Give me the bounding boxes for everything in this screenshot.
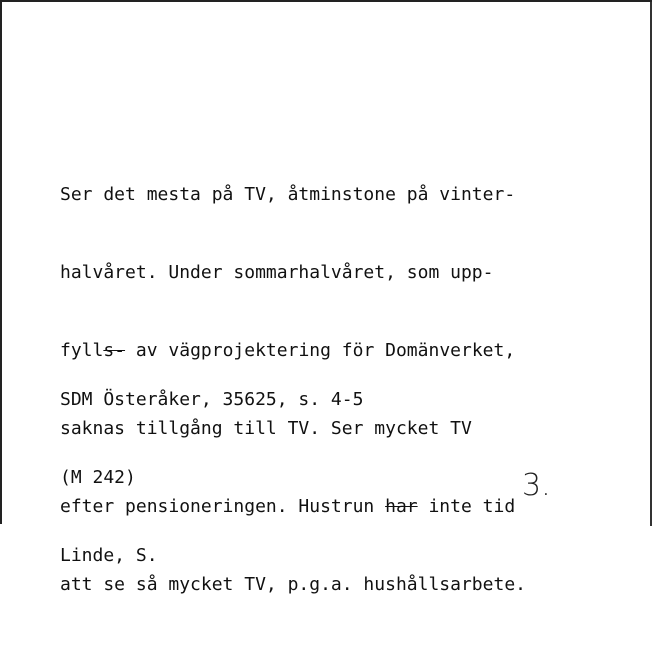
- body-text-segment: av vägprojektering för Domänverket,: [125, 340, 516, 361]
- body-text-segment: inte tid: [417, 496, 516, 517]
- source-reference: SDM Österåker, 35625, s. 4-5: [60, 389, 364, 410]
- body-text-segment: efter pensioneringen. Hustrun: [60, 496, 386, 517]
- body-line: Ser det mesta på TV, åtminstone på vinter-: [60, 184, 516, 205]
- body-text-segment: fyll: [60, 340, 104, 361]
- archive-code: (M 242): [60, 467, 136, 488]
- reference-block: [60, 335, 363, 621]
- struck-text: har: [385, 496, 418, 517]
- body-line: att se så mycket TV, p.g.a. hushållsarbete.: [60, 574, 526, 595]
- informant-name: Linde, S.: [60, 545, 158, 566]
- page-number: 3.: [522, 468, 551, 503]
- body-line: halvåret. Under sommarhalvåret, som upp-: [60, 262, 494, 283]
- body-line: saknas tillgång till TV. Ser mycket TV: [60, 418, 472, 439]
- struck-text: s-: [103, 340, 126, 361]
